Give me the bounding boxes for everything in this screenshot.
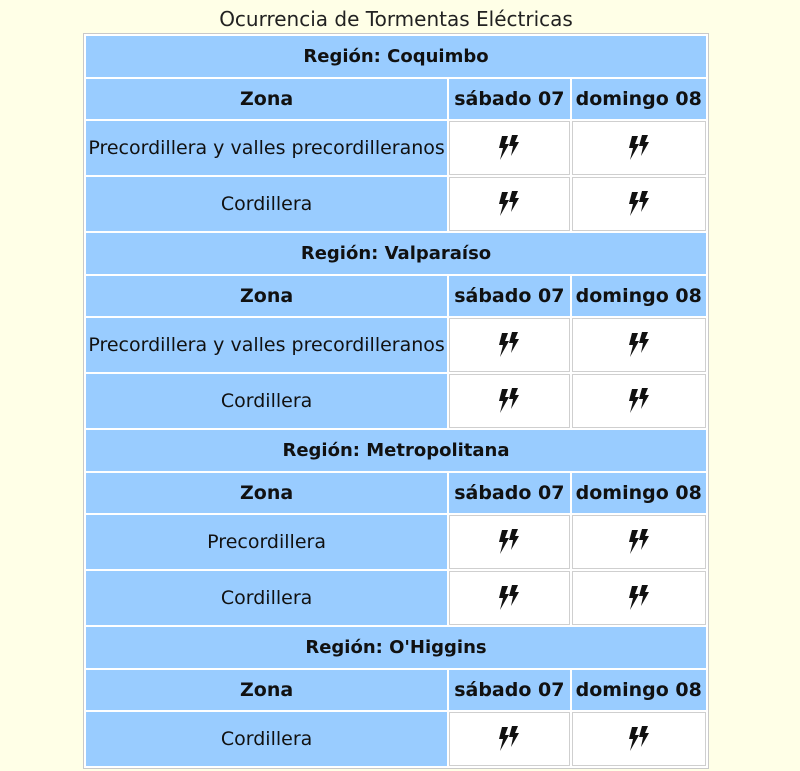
lightning-bolt-icon (495, 330, 523, 360)
column-header-day1: sábado 07 (449, 276, 569, 316)
table-row (86, 318, 706, 372)
region-row (86, 430, 706, 471)
zone-name: Precordillera y valles precordilleranos (86, 121, 447, 175)
lightning-bolt-icon (495, 527, 523, 557)
lightning-bolt-icon (625, 330, 653, 360)
column-header-day2: domingo 08 (572, 670, 706, 710)
column-header-zone: Zona (86, 79, 447, 119)
storm-cell-day2 (572, 177, 706, 231)
region-title: Región: Coquimbo (86, 36, 706, 77)
storm-cell-day1 (449, 121, 569, 175)
lightning-bolt-icon (625, 724, 653, 754)
lightning-bolt-icon (495, 386, 523, 416)
table-row (86, 571, 706, 625)
table-body (86, 36, 706, 766)
storm-cell-day1 (449, 712, 569, 766)
column-header-day2: domingo 08 (572, 473, 706, 513)
region-title: Región: Metropolitana (86, 430, 706, 471)
storm-cell-day2 (572, 515, 706, 569)
storm-cell-day2 (572, 318, 706, 372)
column-header-row (86, 473, 706, 513)
lightning-bolt-icon (495, 724, 523, 754)
lightning-bolt-icon (495, 583, 523, 613)
lightning-bolt-icon (495, 133, 523, 163)
table-row (86, 712, 706, 766)
region-title: Región: Valparaíso (86, 233, 706, 274)
zone-name: Cordillera (86, 571, 447, 625)
zone-name: Cordillera (86, 712, 447, 766)
storm-cell-day1 (449, 515, 569, 569)
column-header-day1: sábado 07 (449, 670, 569, 710)
zone-name: Cordillera (86, 177, 447, 231)
column-header-zone: Zona (86, 276, 447, 316)
region-title: Región: O'Higgins (86, 627, 706, 668)
column-header-row (86, 670, 706, 710)
column-header-zone: Zona (86, 473, 447, 513)
lightning-bolt-icon (625, 133, 653, 163)
column-header-day1: sábado 07 (449, 473, 569, 513)
lightning-bolt-icon (495, 189, 523, 219)
column-header-zone: Zona (86, 670, 447, 710)
zone-name: Precordillera y valles precordilleranos (86, 318, 447, 372)
table-row (86, 177, 706, 231)
region-row (86, 627, 706, 668)
region-row (86, 233, 706, 274)
column-header-row (86, 276, 706, 316)
column-header-day1: sábado 07 (449, 79, 569, 119)
table-row (86, 121, 706, 175)
storm-cell-day1 (449, 571, 569, 625)
storm-cell-day2 (572, 374, 706, 428)
lightning-bolt-icon (625, 189, 653, 219)
storm-cell-day2 (572, 571, 706, 625)
table-row (86, 515, 706, 569)
page-title: Ocurrencia de Tormentas Eléctricas (219, 7, 573, 31)
region-row (86, 36, 706, 77)
lightning-bolt-icon (625, 386, 653, 416)
zone-name: Precordillera (86, 515, 447, 569)
storm-cell-day1 (449, 177, 569, 231)
column-header-day2: domingo 08 (572, 79, 706, 119)
column-header-row (86, 79, 706, 119)
lightning-bolt-icon (625, 527, 653, 557)
storm-cell-day2 (572, 121, 706, 175)
storm-cell-day1 (449, 374, 569, 428)
zone-name: Cordillera (86, 374, 447, 428)
lightning-bolt-icon (625, 583, 653, 613)
storm-cell-day1 (449, 318, 569, 372)
storm-cell-day2 (572, 712, 706, 766)
table-row (86, 374, 706, 428)
column-header-day2: domingo 08 (572, 276, 706, 316)
storm-forecast-table (83, 33, 709, 769)
